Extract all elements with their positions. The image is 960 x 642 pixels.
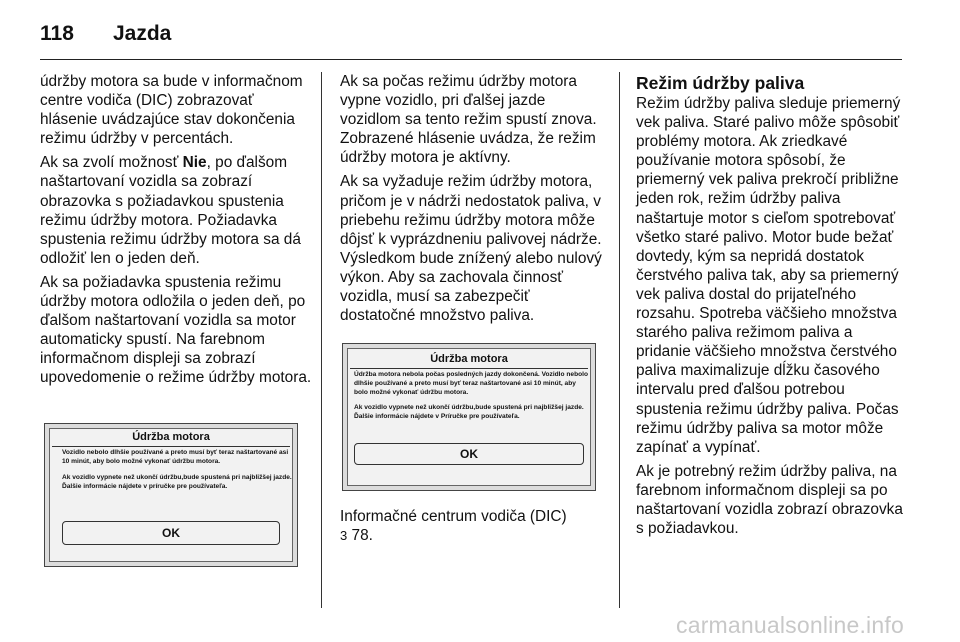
text-run: Ak sa zvolí možnosť [40,154,183,172]
engine-maintenance-dialog-image [44,423,298,567]
page-header [40,18,920,58]
text-run: , po ďalšom naštartovaní vozidla sa zobrazí obrazovka s požiadavkou spustenia režimu údržby motora. Požiadavka spustenia režimu údržby motora sa dá odložiť len o jeden deň. [40,154,301,267]
column-divider [619,72,620,608]
paragraph [40,153,312,268]
column-left [40,72,312,393]
paragraph: Ak je potrebný režim údržby paliva, na farebnom informačnom displeji sa po naštartovaní vozidla zobrazí obrazovka s požiadavkou. [636,462,903,538]
dialog-title: Údržba motora [132,431,210,443]
paragraph: Ak sa počas režimu údržby motora vypne vozidlo, pri ďalšej jazde vozidlom sa tento režim spustí znova. Zobrazené hlásenie uvádza, že režim údržby motora je aktívny. [340,73,597,167]
paragraph: Režim údržby paliva sleduje priemerný vek paliva. Staré palivo môže spôsobiť problémy motora. Ak zriedkavé používanie motora spôsobí, že priemerný vek paliva prekročí približne jeden rok, režim údržby paliva naštartuje motor s cieľom spotrebovať všetko staré palivo. Motor bude bežať dovtedy, kým sa nepridá dostatok čerstvého paliva tak, aby sa priemerný vek paliva dostal do prijateľného rozsahu. Spotreba väčšieho množstva starého paliva režimom paliva a pridanie väčšieho množstva čerstvého paliva maximalizuje dĺžku časového intervalu pred ďalšou potrebou spustenia režimu údržby paliva. Počas režimu údržby paliva sa motor môže zapínať a vypínať. [636,95,901,456]
dialog-frame [347,348,591,486]
page-reference-icon: 3 [340,528,348,544]
dialog-frame [49,428,293,562]
engine-maintenance-dialog-image [342,343,596,491]
ok-button: OK [354,443,584,465]
dialog-text: Údržba motora nebola počas posledných jazdy dokončená. Vozidlo nebolo dlhšie používané a preto musí byť teraz naštartované asi 10 minút, aby bolo možné vykonať údržbu motora. [354,371,588,396]
paragraph: Informačné centrum vodiča (DIC) [340,508,567,525]
watermark: carmanualsonline.info [676,612,904,638]
page-reference[interactable] [340,526,608,545]
page-number: 118 [40,22,74,45]
paragraph: údržby motora sa bude v informačnom centre vodiča (DIC) zobrazovať hlásenie uvádzajúce stav dokončenia režimu údržby v percentách. [40,73,303,148]
keyword-nie: Nie [182,154,207,172]
column-middle [340,72,608,330]
dialog-text: Ak vozidlo vypnete než ukončí údržbu,bude spustená pri najbližšej jazde. Ďalšie informácie nájdete v Príručke pre používateľa. [354,404,584,420]
column-divider [321,72,322,608]
header-divider [40,59,902,60]
paragraph: Ak sa vyžaduje režim údržby motora, pričom je v nádrži nedostatok paliva, v priebehu režimu údržby motora môže dôjsť k vyprázdneniu palivovej nádrže. Výsledkom bude znížený alebo nulový výkon. Aby sa zachovala činnosť vozidla, musí sa zabezpečiť dostatočné množstvo paliva. [340,173,602,325]
paragraph: Ak sa požiadavka spustenia režimu údržby motora odložila o jeden deň, po ďalšom naštartovaní vozidla sa motor automaticky spustí. Na farebnom informačnom displeji sa zobrazí upovedomenie o režime údržby motora. [40,273,312,387]
column-right [636,73,908,543]
dialog-divider [52,446,290,447]
page-reference-number: 78. [347,527,373,545]
dialog-title: Údržba motora [430,353,508,365]
dialog-divider [350,368,588,369]
ok-button: OK [62,521,280,545]
dialog-text: Vozidlo nebolo dlhšie používané a preto musí byť teraz naštartované asi 10 minút, aby bolo možné vykonať údržbu motora. [62,449,289,465]
dialog-text: Ak vozidlo vypnete než ukončí údržbu,bude spustená pri najbližšej jazde. Ďalšie informácie nájdete v príručke pre používateľa. [62,474,292,490]
section-title: Režim údržby paliva [636,73,805,93]
dic-reference [340,507,608,545]
chapter-title: Jazda [113,22,172,45]
